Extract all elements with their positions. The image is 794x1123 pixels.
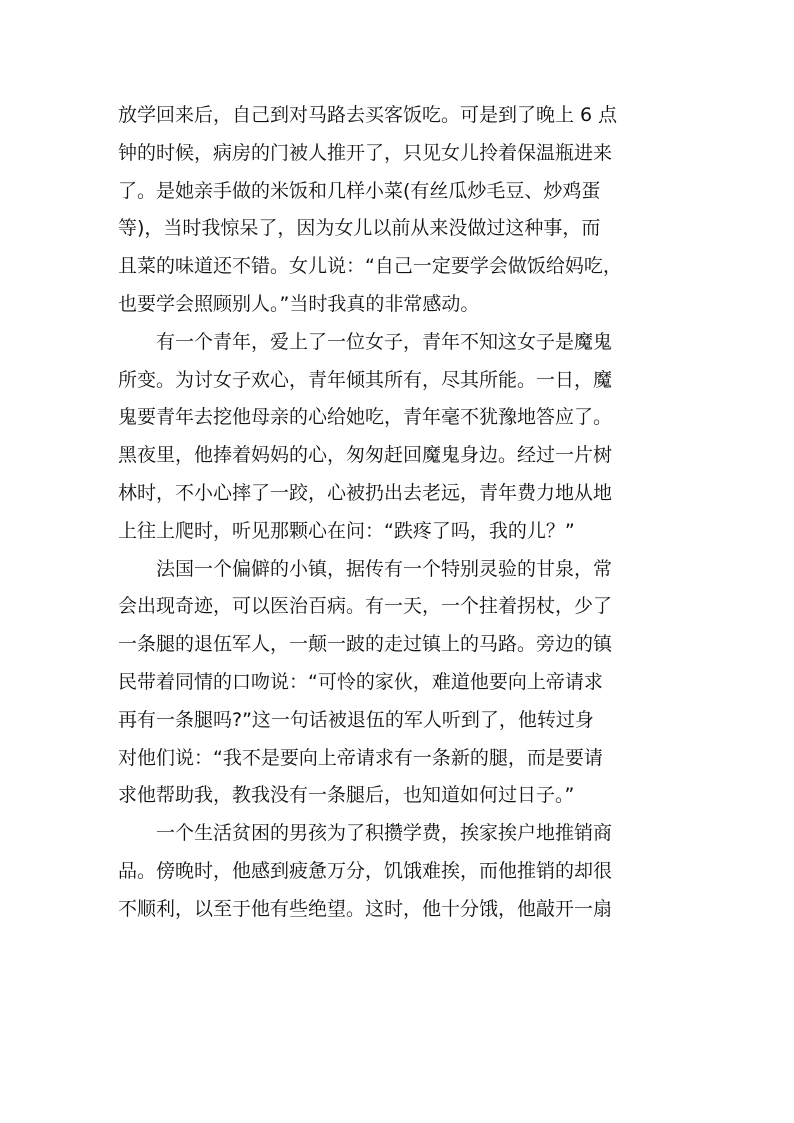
text-line: 民带着同情的口吻说：“可怜的家伙，难道他要向上帝请求 (118, 670, 603, 693)
text-line: 求他帮助我，教我没有一条腿后，也知道如何过日子。” (118, 784, 575, 807)
paragraph-first-line: 法国一个偏僻的小镇，据传有一个特别灵验的甘泉，常 (156, 557, 613, 580)
text-line: 品。傍晚时，他感到疲惫万分，饥饿难挨，而他推销的却很 (118, 859, 613, 882)
text-line: 一条腿的退伍军人，一颠一跛的走过镇上的马路。旁边的镇 (118, 633, 613, 656)
text-line: 上往上爬时，听见那颗心在问：“跌疼了吗，我的儿？” (118, 519, 575, 542)
text-line: 也要学会照顾别人。”当时我真的非常感动。 (118, 292, 480, 315)
text-line: 会出现奇迹，可以医治百病。有一天，一个拄着拐杖，少了 (118, 595, 613, 618)
text-line: 对他们说：“我不是要向上帝请求有一条新的腿，而是要请 (118, 746, 603, 769)
text-line: 放学回来后，自己到对马路去买客饭吃。可是到了晚上 6 点 (118, 104, 618, 126)
text-line: 所变。为讨女子欢心，青年倾其所有，尽其所能。一日，魔 (118, 368, 613, 391)
paragraph-first-line: 有一个青年，爱上了一位女子，青年不知这女子是魔鬼 (156, 330, 613, 353)
text-line: 了。是她亲手做的米饭和几样小菜(有丝瓜炒毛豆、炒鸡蛋 (118, 179, 601, 202)
document-body (118, 97, 688, 929)
text-line: 钟的时候，病房的门被人推开了，只见女儿拎着保温瓶进来 (118, 141, 613, 164)
text-line: 黑夜里，他捧着妈妈的心，匆匆赶回魔鬼身边。经过一片树 (118, 444, 613, 467)
paragraph-first-line: 一个生活贫困的男孩为了积攒学费，挨家挨户地推销商 (156, 822, 613, 845)
text-line: 不顺利，以至于他有些绝望。这时，他十分饿，他敲开一扇 (118, 897, 613, 920)
text-line: 再有一条腿吗?”这一句话被退伍的军人听到了，他转过身 (118, 708, 594, 731)
text-line: 林时，不小心摔了一跤，心被扔出去老远，青年费力地从地 (118, 481, 613, 504)
text-line: 鬼要青年去挖他母亲的心给她吃，青年毫不犹豫地答应了。 (118, 406, 613, 429)
text-line: 且菜的味道还不错。女儿说：“自己一定要学会做饭给妈吃， (118, 255, 622, 278)
text-line: 等)，当时我惊呆了，因为女儿以前从来没做过这种事，而 (118, 217, 601, 240)
